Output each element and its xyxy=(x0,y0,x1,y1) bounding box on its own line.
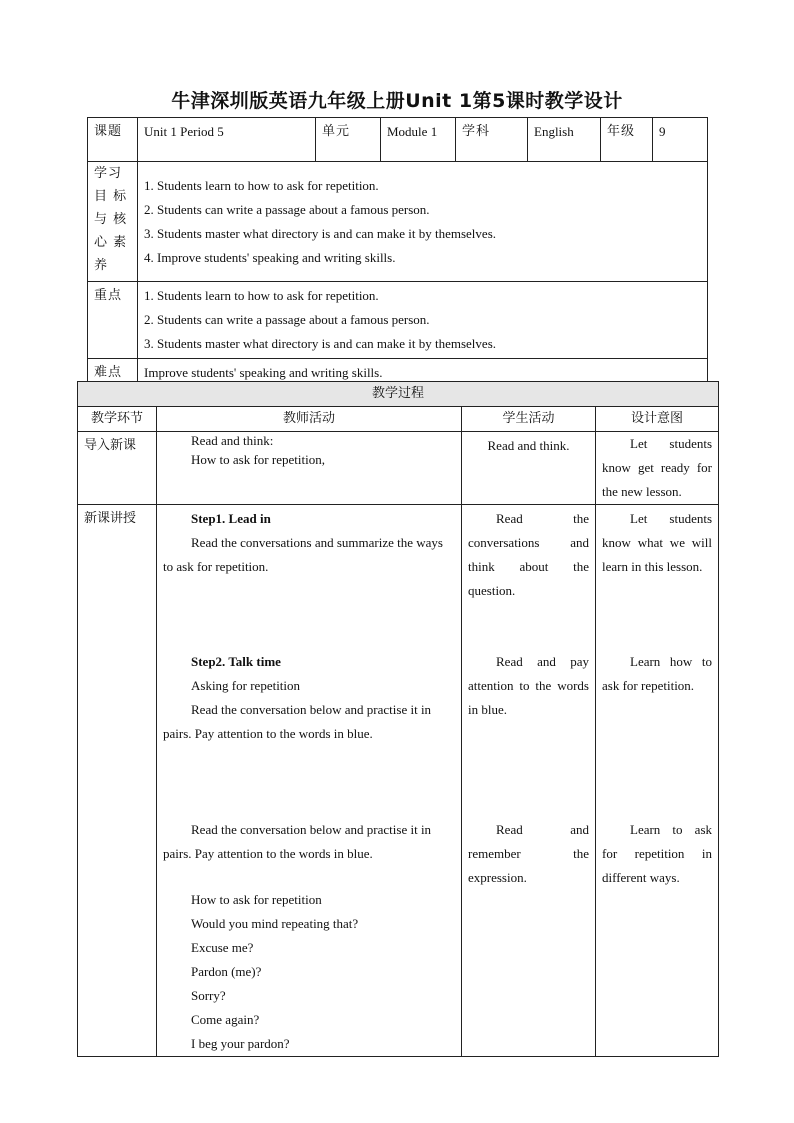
lesson-info-table xyxy=(87,117,708,388)
teaching-process-table xyxy=(77,381,719,1057)
topic-label: 课题 xyxy=(88,118,138,162)
key-point-item: 1. Students learn to how to ask for repetition. xyxy=(144,288,379,303)
grade-label: 年级 xyxy=(601,118,653,162)
subject-value: English xyxy=(528,118,601,162)
key-points-label: 重点 xyxy=(88,282,138,359)
new-lesson-stage: 新课讲授 xyxy=(78,505,157,1057)
phrase-item: Excuse me? xyxy=(191,940,254,955)
key-point-item: 3. Students master what directory is and can make it by themselves. xyxy=(144,336,496,351)
new-lesson-student xyxy=(462,505,596,1057)
page-title: 牛津深圳版英语九年级上册Unit 1第5课时教学设计 xyxy=(171,90,623,112)
step2-title: Step2. Talk time xyxy=(191,654,281,669)
objectives-label-line: 心 素 xyxy=(94,235,128,250)
step3-student: Read and remember the expression. xyxy=(468,822,589,885)
repetition-phrases xyxy=(163,888,455,1056)
subject-label: 学科 xyxy=(456,118,528,162)
intro-teacher-line: Read and think: xyxy=(191,433,274,448)
intro-stage: 导入新课 xyxy=(78,432,157,505)
phrase-item: Pardon (me)? xyxy=(191,964,262,979)
phrase-item: Come again? xyxy=(191,1012,260,1027)
objective-item: 4. Improve students' speaking and writing skills. xyxy=(144,250,396,265)
objective-item: 1. Students learn to how to ask for repetition. xyxy=(144,178,379,193)
new-lesson-teacher xyxy=(157,505,462,1057)
intro-purpose: Let students know get ready for the new lesson. xyxy=(596,432,719,505)
phrase-item: How to ask for repetition xyxy=(191,892,322,907)
objectives-label xyxy=(88,162,138,282)
objectives-label-line: 养 xyxy=(94,258,109,273)
column-header: 教师活动 xyxy=(157,407,462,432)
objectives-label-line: 学习 xyxy=(94,166,123,181)
objectives-list xyxy=(138,162,708,282)
process-header: 教学过程 xyxy=(78,382,719,407)
topic-value: Unit 1 Period 5 xyxy=(138,118,316,162)
step2-sub: Asking for repetition xyxy=(191,678,301,693)
phrase-item: Would you mind repeating that? xyxy=(191,916,359,931)
column-header: 设计意图 xyxy=(596,407,719,432)
step3-purpose: Learn to ask for repetition in different ways. xyxy=(602,822,713,885)
column-header: 教学环节 xyxy=(78,407,157,432)
difficulties-text: Improve students' speaking and writing skills. xyxy=(138,359,708,388)
unit-value: Module 1 xyxy=(381,118,456,162)
objective-item: 2. Students can write a passage about a famous person. xyxy=(144,202,430,217)
intro-teacher xyxy=(157,432,462,505)
intro-student: Read and think. xyxy=(462,432,596,505)
column-header: 学生活动 xyxy=(462,407,596,432)
unit-label: 单元 xyxy=(316,118,381,162)
step2-student: Read and pay attention to the words in blue. xyxy=(468,654,589,717)
intro-teacher-line: How to ask for repetition, xyxy=(191,452,325,467)
phrase-item: I beg your pardon? xyxy=(191,1036,290,1051)
step1-title: Step1. Lead in xyxy=(191,511,271,526)
new-lesson-purpose xyxy=(596,505,719,1057)
step1-student: Read the conversations and think about the question. xyxy=(468,511,589,598)
difficulties-label: 难点 xyxy=(88,359,138,388)
step1-purpose: Let students know what we will learn in this lesson. xyxy=(602,511,713,574)
step3-text: Read the conversation below and practise it in pairs. Pay attention to the words in blue. xyxy=(163,822,432,861)
phrase-item: Sorry? xyxy=(191,988,226,1003)
objective-item: 3. Students master what directory is and can make it by themselves. xyxy=(144,226,496,241)
objectives-label-line: 与 核 xyxy=(94,212,128,227)
objectives-label-line: 目 标 xyxy=(94,189,128,204)
step2-purpose: Learn how to ask for repetition. xyxy=(602,654,713,693)
key-point-item: 2. Students can write a passage about a famous person. xyxy=(144,312,430,327)
step1-text: Read the conversations and summarize the ways to ask for repetition. xyxy=(163,535,443,574)
grade-value: 9 xyxy=(653,118,708,162)
step2-text: Read the conversation below and practise it in pairs. Pay attention to the words in blue. xyxy=(163,702,432,741)
key-points-list xyxy=(138,282,708,359)
